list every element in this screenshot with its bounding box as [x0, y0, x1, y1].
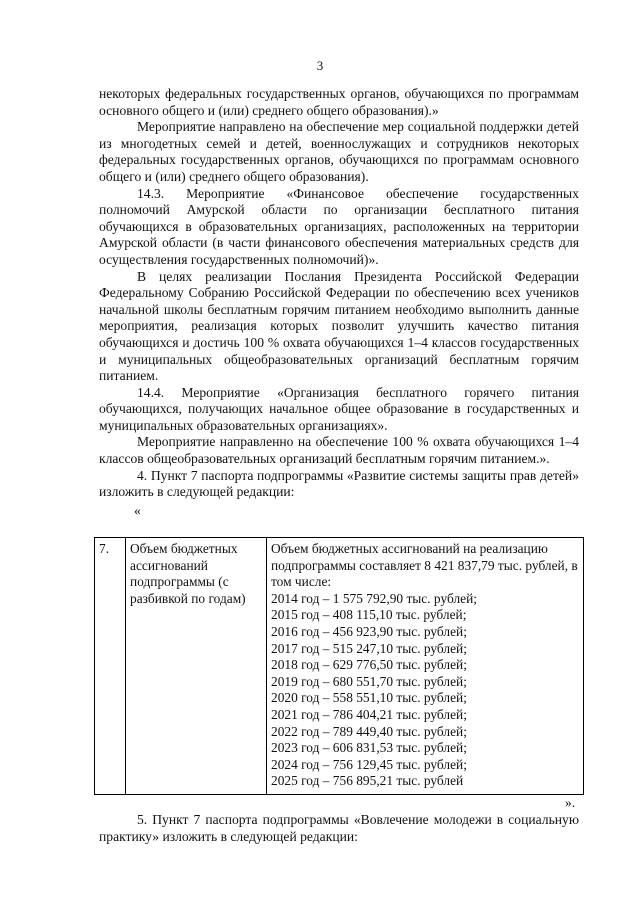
year-allocation: 2018 год – 629 776,50 тыс. рублей; [271, 657, 467, 673]
document-body [99, 86, 579, 519]
year-allocation: 2017 год – 515 247,10 тыс. рублей; [271, 640, 467, 656]
closing-quote: ». [565, 795, 576, 810]
year-allocation: 2024 год – 756 129,45 тыс. рублей; [271, 756, 467, 772]
paragraph: Мероприятие направлено на обеспечение мер социальной поддержки детей из многодетных семей и детей, военнослужащих и сотрудников некоторых федеральных государственных органов, обучающихся по программам основного общего и (или) среднего общего образования). [99, 119, 579, 184]
table-row [95, 538, 584, 795]
final-paragraph: 5. Пункт 7 паспорта подпрограммы «Вовлечение молодежи в социальную практику» изложить в следующей редакции: [99, 812, 579, 844]
year-allocation: 2020 год – 558 551,10 тыс. рублей; [271, 690, 467, 706]
year-allocation: 2014 год – 1 575 792,90 тыс. рублей; [271, 590, 477, 606]
year-allocation: 2019 год – 680 551,70 тыс. рублей; [271, 673, 467, 689]
year-allocation: 2022 год – 789 449,40 тыс. рублей; [271, 723, 467, 739]
budget-intro: Объем бюджетных ассигнований на реализацию подпрограммы составляет 8 421 837,79 тыс. рублей, в том числе: [271, 541, 578, 590]
paragraph: Мероприятие направленно на обеспечение 100 % охвата обучающихся 1–4 классов общеобразовательных организаций бесплатным горячим питанием.». [99, 434, 579, 467]
row-value [267, 538, 584, 795]
year-list [271, 591, 579, 790]
page-number: 3 [316, 58, 324, 73]
row-label: Объем бюджетных ассигнований подпрограммы (с разбивкой по годам) [126, 538, 267, 795]
year-allocation: 2023 год – 606 831,53 тыс. рублей; [271, 740, 467, 756]
paragraph: В целях реализации Послания Президента Российской Федерации Федеральному Собранию Российской Федерации по обеспечению всех учеников начальной школы бесплатным горячим питанием необходимо выполнить данные мероприятия, реализация которых позволит улучшить качество питания обучающихся и достичь 100 % охвата обучающихся 1–4 классов государственных и муниципальных общеобразовательных организаций бесплатным горячим питанием. [99, 268, 579, 384]
row-number: 7. [95, 538, 126, 795]
budget-table [94, 537, 584, 795]
final-section [99, 812, 579, 845]
paragraph: некоторых федеральных государственных органов, обучающихся по программам основного общего и (или) среднего общего образования).» [99, 86, 579, 118]
year-allocation: 2015 год – 408 115,10 тыс. рублей; [271, 607, 467, 623]
year-allocation: 2025 год – 756 895,21 тыс. рублей [271, 773, 464, 789]
paragraph: 14.4. Мероприятие «Организация бесплатного горячего питания обучающихся, получающих начальное общее образование в государственных и муниципальных образовательных организациях». [99, 384, 579, 433]
opening-quote: « [134, 502, 141, 518]
paragraph: 14.3. Мероприятие «Финансовое обеспечение государственных полномочий Амурской области по организации бесплатного питания обучающихся в образовательных организациях, расположенных на территории Амурской области (в части финансового обеспечения материальных средств для осуществления государственных полномочий)». [99, 185, 579, 267]
paragraph: 4. Пункт 7 паспорта подпрограммы «Развитие системы защиты прав детей» изложить в следующей редакции: [99, 467, 579, 500]
year-allocation: 2016 год – 456 923,90 тыс. рублей; [271, 623, 467, 639]
year-allocation: 2021 год – 786 404,21 тыс. рублей; [271, 706, 467, 722]
